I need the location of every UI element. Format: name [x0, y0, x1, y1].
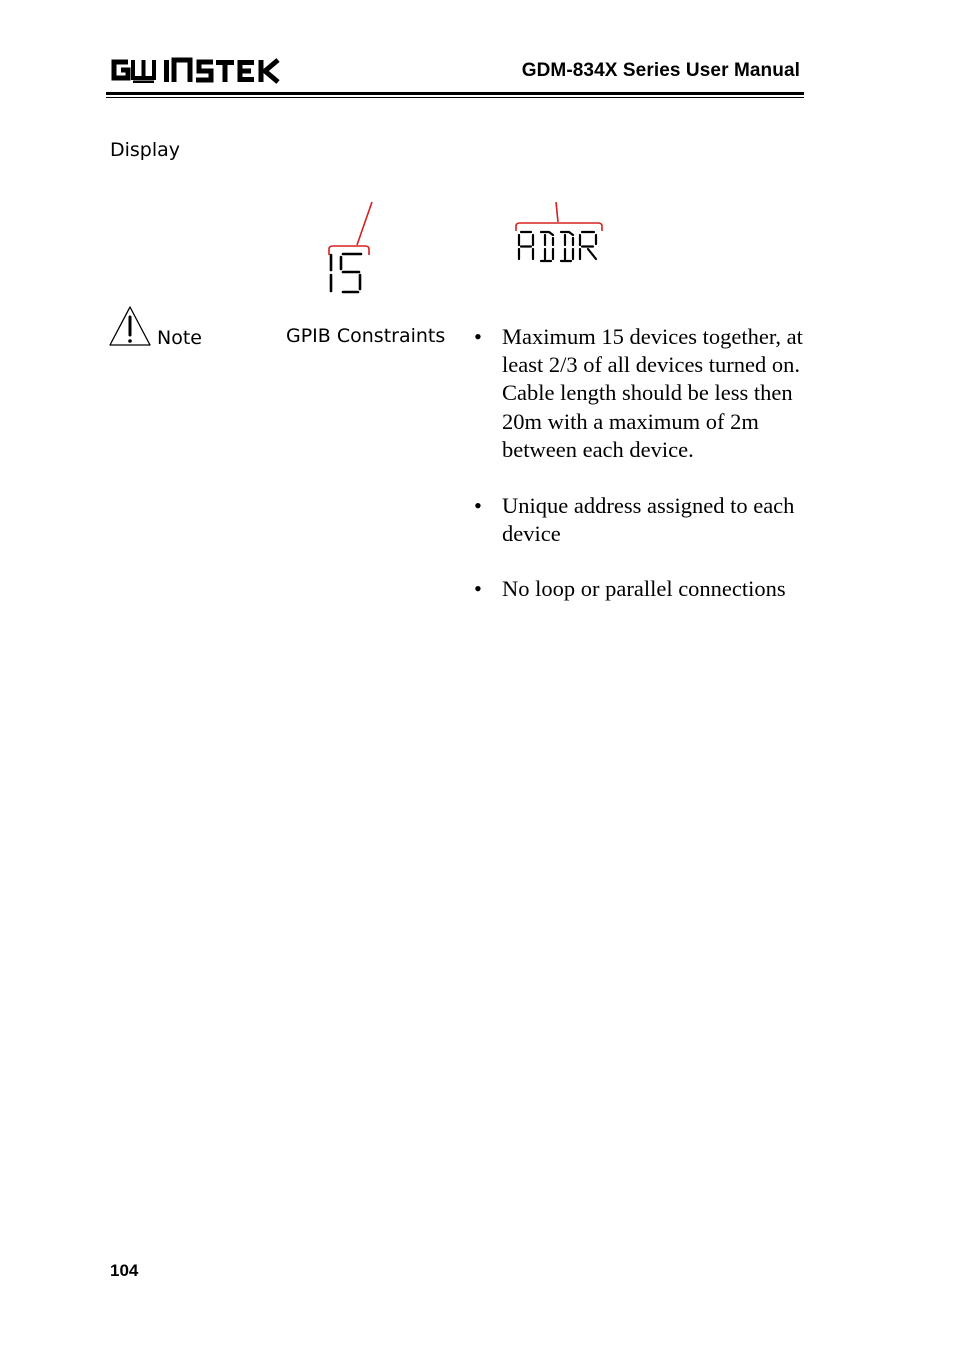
lcd-text-segments: [519, 232, 596, 261]
bullet-text: No loop or parallel connections: [502, 576, 786, 602]
page-number: 104: [110, 1261, 139, 1280]
warning-triangle-icon: [108, 305, 152, 347]
display-label: Display: [110, 139, 181, 161]
list-item: • No loop or parallel connections: [474, 576, 786, 602]
text-callout: [516, 202, 602, 231]
lcd-value-digits: [331, 254, 361, 292]
bullet-text: Unique address assigned to each device: [502, 492, 795, 546]
constraints-list: [474, 323, 804, 631]
header-rule-thin: [106, 97, 804, 98]
manual-title: GDM-834X Series User Manual: [521, 60, 800, 81]
header-rule: [106, 92, 804, 95]
gw-instek-logo: [108, 56, 280, 84]
value-callout: [329, 202, 372, 255]
lcd-display-illustration: [316, 198, 616, 298]
list-item: • Maximum 15 devices together, at least 2/3 of all devices turned on. Cable length should be less then 20m with a maximum of 2m between each device.: [474, 324, 803, 462]
list-item: • Unique address assigned to each device: [474, 492, 795, 546]
note-label: Note: [157, 327, 202, 349]
bullet-text: Maximum 15 devices together, at least 2/3 of all devices turned on. Cable length should be less then 20m with a maximum of 2m between each device.: [502, 324, 803, 462]
gpib-constraints-label: GPIB Constraints: [286, 325, 446, 347]
